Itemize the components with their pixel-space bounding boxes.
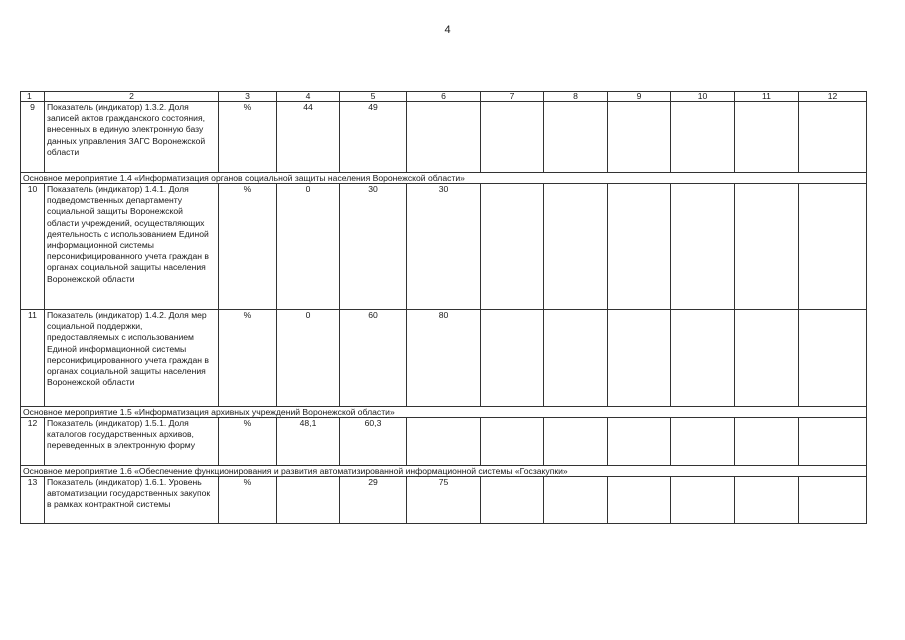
empty-cell [671,184,735,310]
header-cell: 3 [219,92,277,102]
empty-cell [735,418,799,466]
empty-cell [481,184,544,310]
empty-cell [481,102,544,173]
empty-cell [608,184,671,310]
empty-cell [799,418,867,466]
header-cell: 9 [608,92,671,102]
empty-cell [544,418,608,466]
empty-cell [544,102,608,173]
indicator-name: Показатель (индикатор) 1.3.2. Доля записей актов гражданского состояния, внесенных в единую электронную базу данных управления ЗАГС Воронежской области [45,102,219,173]
header-cell: 1 [21,92,45,102]
header-cell: 10 [671,92,735,102]
header-cell: 4 [277,92,340,102]
empty-cell [608,418,671,466]
indicator-name: Показатель (индикатор) 1.4.2. Доля мер социальной поддержки, предоставляемых с использованием Единой информационной системы персонифицированного учета граждан в органах социальной защиты населения Воронежской области [45,310,219,407]
value-cell: 30 [340,184,407,310]
section-title: Основное мероприятие 1.4 «Информатизация органов социальной защиты населения Воронежской области» [21,173,867,184]
empty-cell [544,477,608,524]
header-cell: 5 [340,92,407,102]
empty-cell [544,184,608,310]
header-cell: 7 [481,92,544,102]
unit-cell: % [219,184,277,310]
empty-cell [608,477,671,524]
value-cell: 0 [277,184,340,310]
value-cell [277,477,340,524]
section-row [21,407,867,418]
value-cell: 30 [407,184,481,310]
value-cell: 60,3 [340,418,407,466]
value-cell [407,418,481,466]
unit-cell: % [219,477,277,524]
indicator-name: Показатель (индикатор) 1.4.1. Доля подведомственных департаменту социальной защиты Воронежской области учреждений, осуществляющих деятельность с использованием Единой информационной системы персонифицированного учета граждан в органах социальной защиты населения Воронежской области [45,184,219,310]
empty-cell [735,310,799,407]
header-cell: 2 [45,92,219,102]
row-number: 11 [21,310,45,407]
section-row [21,173,867,184]
table-row [21,477,867,524]
empty-cell [735,102,799,173]
value-cell: 44 [277,102,340,173]
indicator-name: Показатель (индикатор) 1.6.1. Уровень автоматизации государственных закупок в рамках контрактной системы [45,477,219,524]
row-number: 12 [21,418,45,466]
value-cell: 60 [340,310,407,407]
value-cell: 48,1 [277,418,340,466]
empty-cell [799,184,867,310]
table-row [21,184,867,310]
header-cell: 8 [544,92,608,102]
row-number: 9 [21,102,45,173]
unit-cell: % [219,418,277,466]
indicator-table [20,91,867,524]
empty-cell [671,102,735,173]
table-row [21,418,867,466]
page-number: 4 [444,24,451,36]
empty-cell [481,310,544,407]
value-cell: 49 [340,102,407,173]
header-cell: 12 [799,92,867,102]
value-cell: 29 [340,477,407,524]
unit-cell: % [219,310,277,407]
value-cell: 80 [407,310,481,407]
empty-cell [671,477,735,524]
table-row [21,310,867,407]
row-number: 10 [21,184,45,310]
empty-cell [735,184,799,310]
empty-cell [608,102,671,173]
unit-cell: % [219,102,277,173]
empty-cell [671,418,735,466]
value-cell: 0 [277,310,340,407]
section-title: Основное мероприятие 1.6 «Обеспечение функционирования и развития автоматизированной информационной системы «Госзакупки» [21,466,867,477]
empty-cell [481,418,544,466]
empty-cell [799,477,867,524]
empty-cell [481,477,544,524]
value-cell [407,102,481,173]
section-row [21,466,867,477]
indicator-name: Показатель (индикатор) 1.5.1. Доля каталогов государственных архивов, переведенных в электронную форму [45,418,219,466]
value-cell: 75 [407,477,481,524]
empty-cell [799,310,867,407]
table-row [21,102,867,173]
empty-cell [608,310,671,407]
empty-cell [735,477,799,524]
header-cell: 6 [407,92,481,102]
empty-cell [544,310,608,407]
empty-cell [671,310,735,407]
row-number: 13 [21,477,45,524]
header-cell: 11 [735,92,799,102]
empty-cell [799,102,867,173]
table-header-row [21,92,867,102]
section-title: Основное мероприятие 1.5 «Информатизация архивных учреждений Воронежской области» [21,407,867,418]
